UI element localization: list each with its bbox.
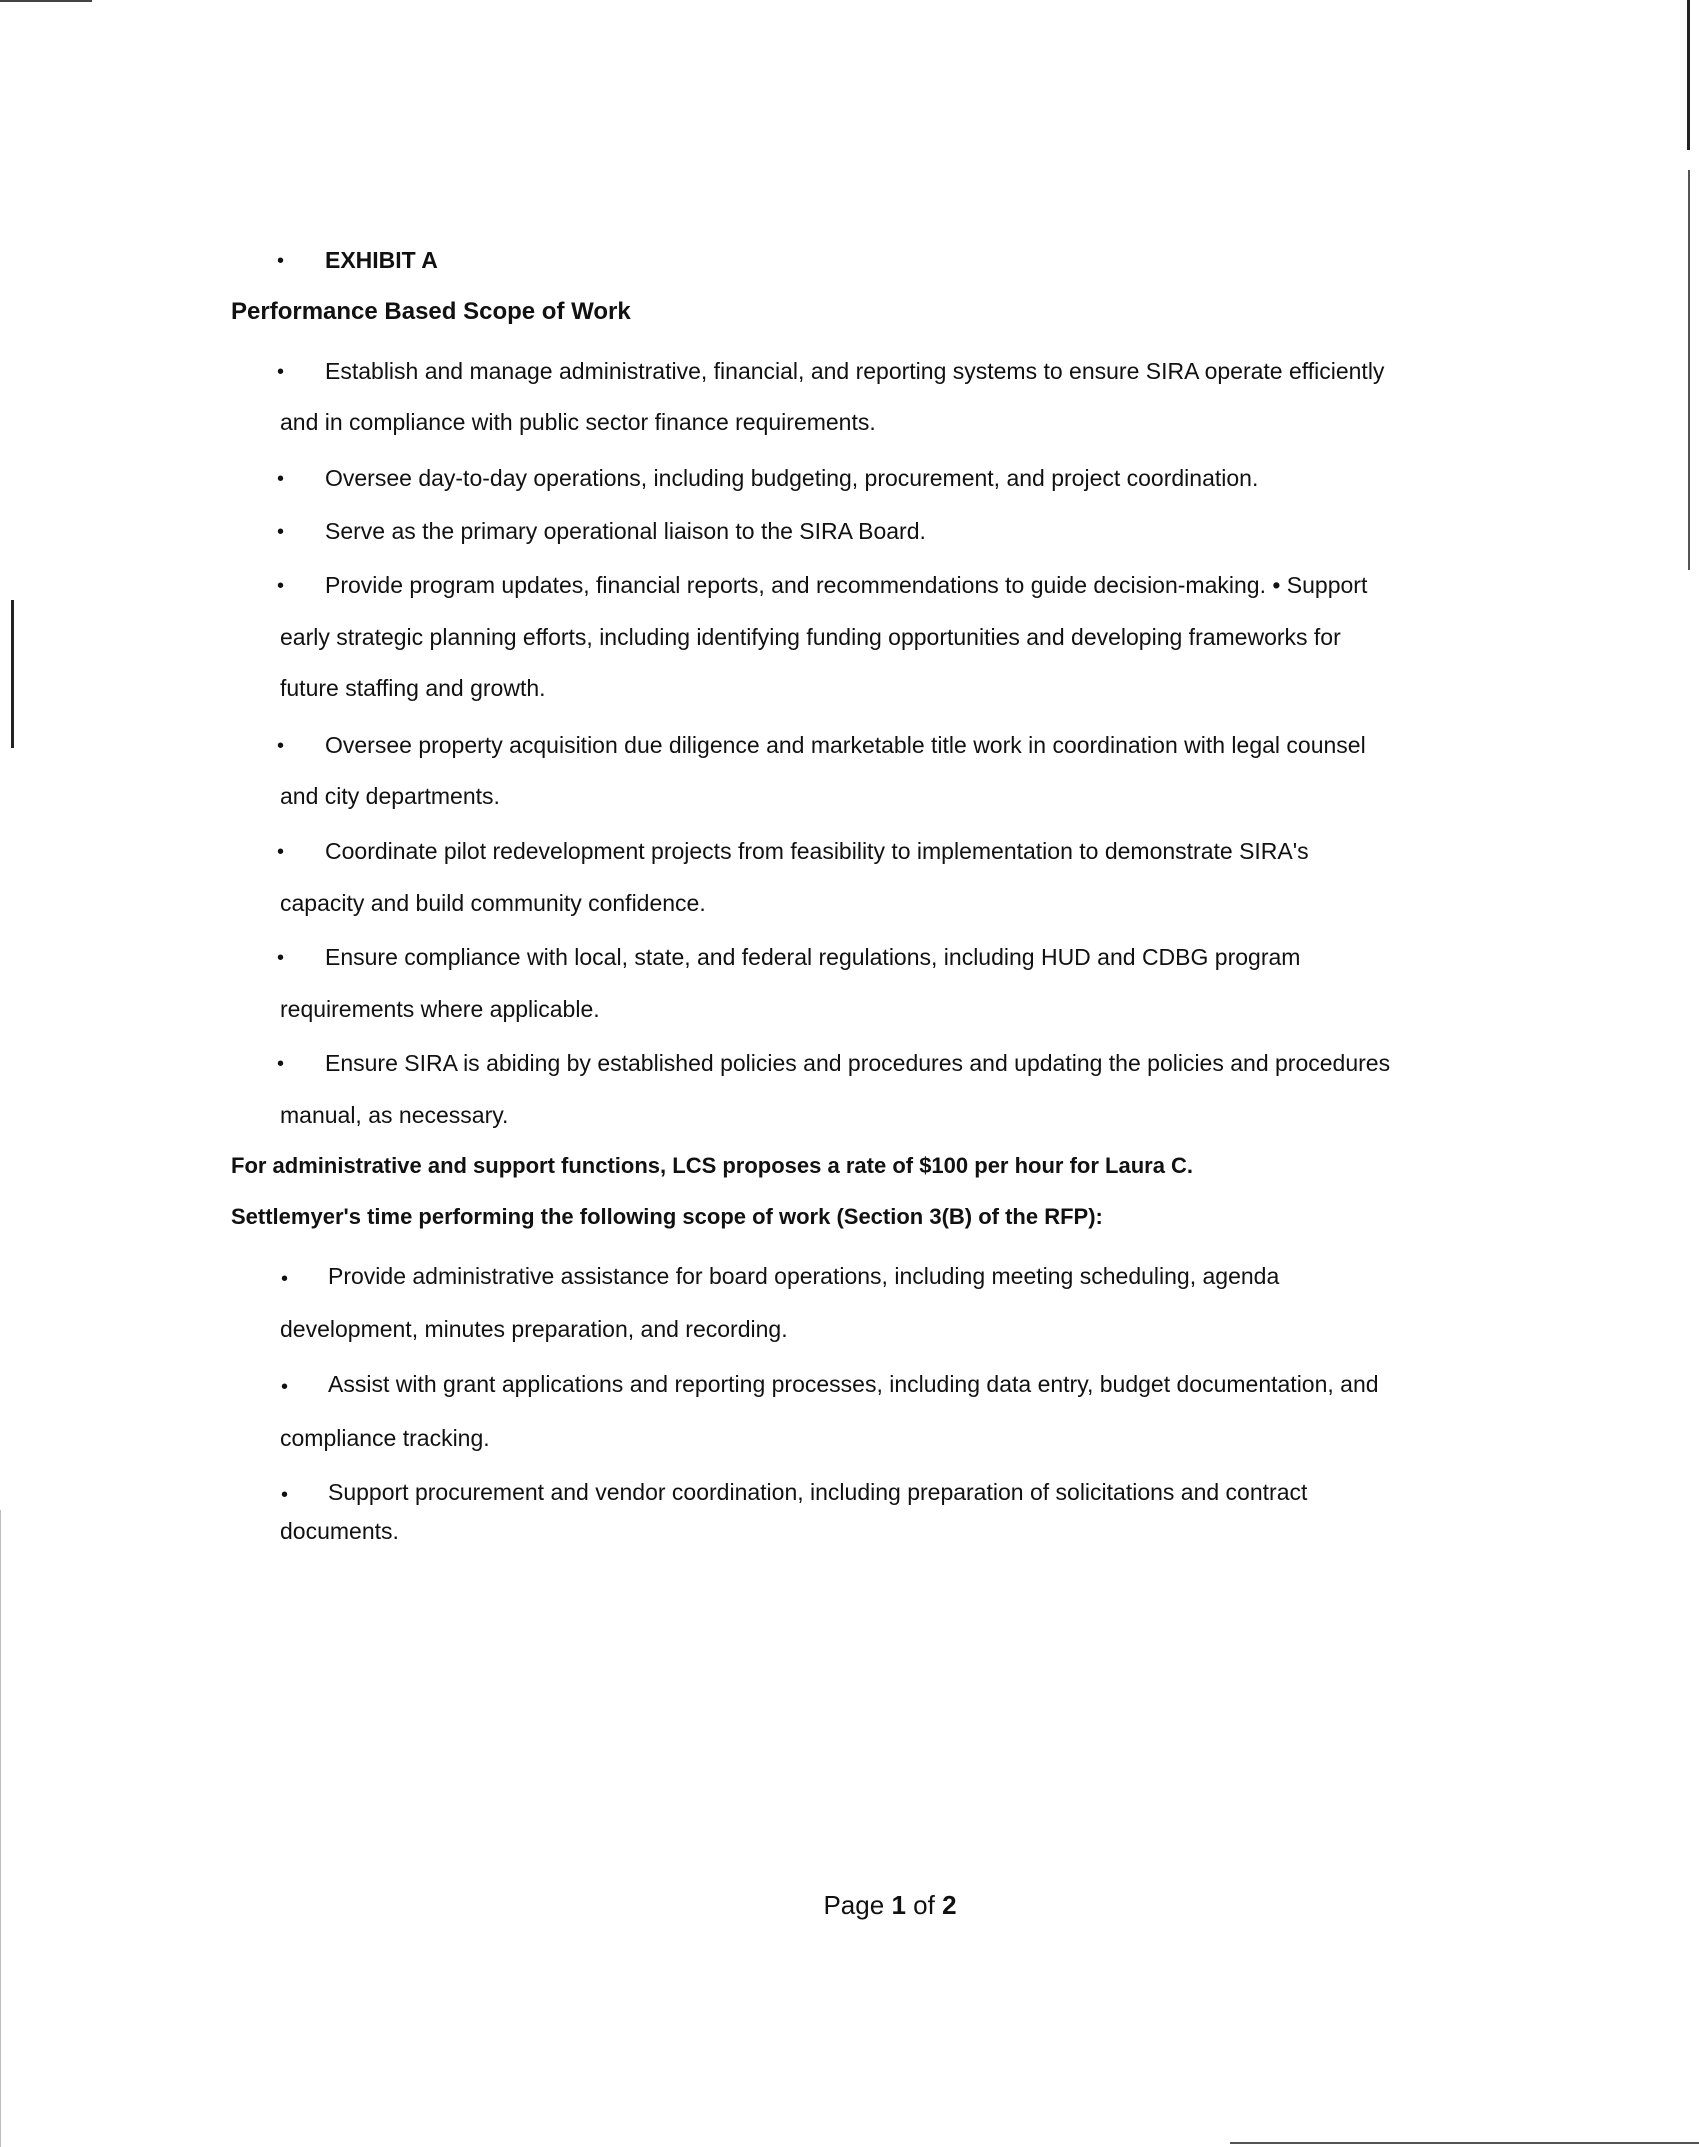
rate-statement: Settlemyer's time performing the following scope of work (Section 3(B) of the RFP):: [231, 1204, 1103, 1229]
bullet-icon: •: [281, 1268, 289, 1290]
scope-line: capacity and build community confidence.: [280, 890, 706, 916]
bullet-icon: •: [277, 250, 285, 272]
scan-edge-left: [11, 600, 14, 748]
scope-line: Oversee property acquisition due diligence and marketable title work in coordination with legal counsel: [325, 732, 1366, 758]
rate-statement: For administrative and support functions, LCS proposes a rate of $100 per hour for Laura C.: [231, 1153, 1194, 1178]
bullet-icon: •: [277, 947, 285, 969]
support-line: documents.: [280, 1518, 399, 1544]
support-line: Provide administrative assistance for board operations, including meeting scheduling, agenda: [328, 1263, 1280, 1289]
support-line: compliance tracking.: [280, 1425, 490, 1451]
scope-line: and in compliance with public sector finance requirements.: [280, 409, 876, 435]
support-line: Support procurement and vendor coordination, including preparation of solicitations and contract: [328, 1479, 1308, 1505]
scope-line: future staffing and growth.: [280, 675, 546, 701]
scope-line: manual, as necessary.: [280, 1102, 509, 1128]
scan-edge-right-lower: [1688, 170, 1690, 570]
bullet-icon: •: [277, 841, 285, 863]
scan-edge-top: [0, 0, 92, 2]
scope-line: Provide program updates, financial reports, and recommendations to guide decision-making. • Support: [325, 572, 1368, 598]
scan-edge-right: [1687, 0, 1690, 150]
scope-line: early strategic planning efforts, including identifying funding opportunities and developing frameworks for: [280, 624, 1341, 650]
bullet-icon: •: [277, 735, 285, 757]
exhibit-heading: EXHIBIT A: [325, 247, 438, 273]
scope-line: and city departments.: [280, 783, 500, 809]
of-word: of: [913, 1890, 935, 1920]
bullet-icon: •: [277, 361, 285, 383]
page-word: Page: [823, 1890, 885, 1920]
bullet-icon: •: [277, 468, 285, 490]
bullet-icon: •: [277, 1053, 285, 1075]
scope-line: requirements where applicable.: [280, 996, 600, 1022]
scope-line: Ensure compliance with local, state, and federal regulations, including HUD and CDBG program: [325, 944, 1301, 970]
page-total: 2: [942, 1890, 957, 1920]
page-number: 1: [891, 1890, 906, 1920]
support-line: development, minutes preparation, and recording.: [280, 1316, 788, 1342]
scope-line: Coordinate pilot redevelopment projects from feasibility to implementation to demonstrate SIRA's: [325, 838, 1309, 864]
scope-line: Establish and manage administrative, financial, and reporting systems to ensure SIRA operate efficiently: [325, 358, 1385, 384]
support-line: Assist with grant applications and reporting processes, including data entry, budget documentation, and: [328, 1371, 1379, 1397]
bullet-icon: •: [277, 521, 285, 543]
scope-line: Serve as the primary operational liaison to the SIRA Board.: [325, 518, 926, 544]
scan-edge-bottom: [1230, 2142, 1699, 2144]
scope-line: Ensure SIRA is abiding by established policies and procedures and updating the policies and procedures: [325, 1050, 1391, 1076]
page-number-footer: [0, 1890, 1699, 1921]
scan-edge-left-lower: [0, 1510, 1, 2147]
scope-line: Oversee day-to-day operations, including budgeting, procurement, and project coordination.: [325, 465, 1259, 491]
bullet-icon: •: [277, 575, 285, 597]
section-title: Performance Based Scope of Work: [231, 298, 631, 325]
bullet-icon: •: [281, 1376, 289, 1398]
bullet-icon: •: [281, 1484, 289, 1506]
